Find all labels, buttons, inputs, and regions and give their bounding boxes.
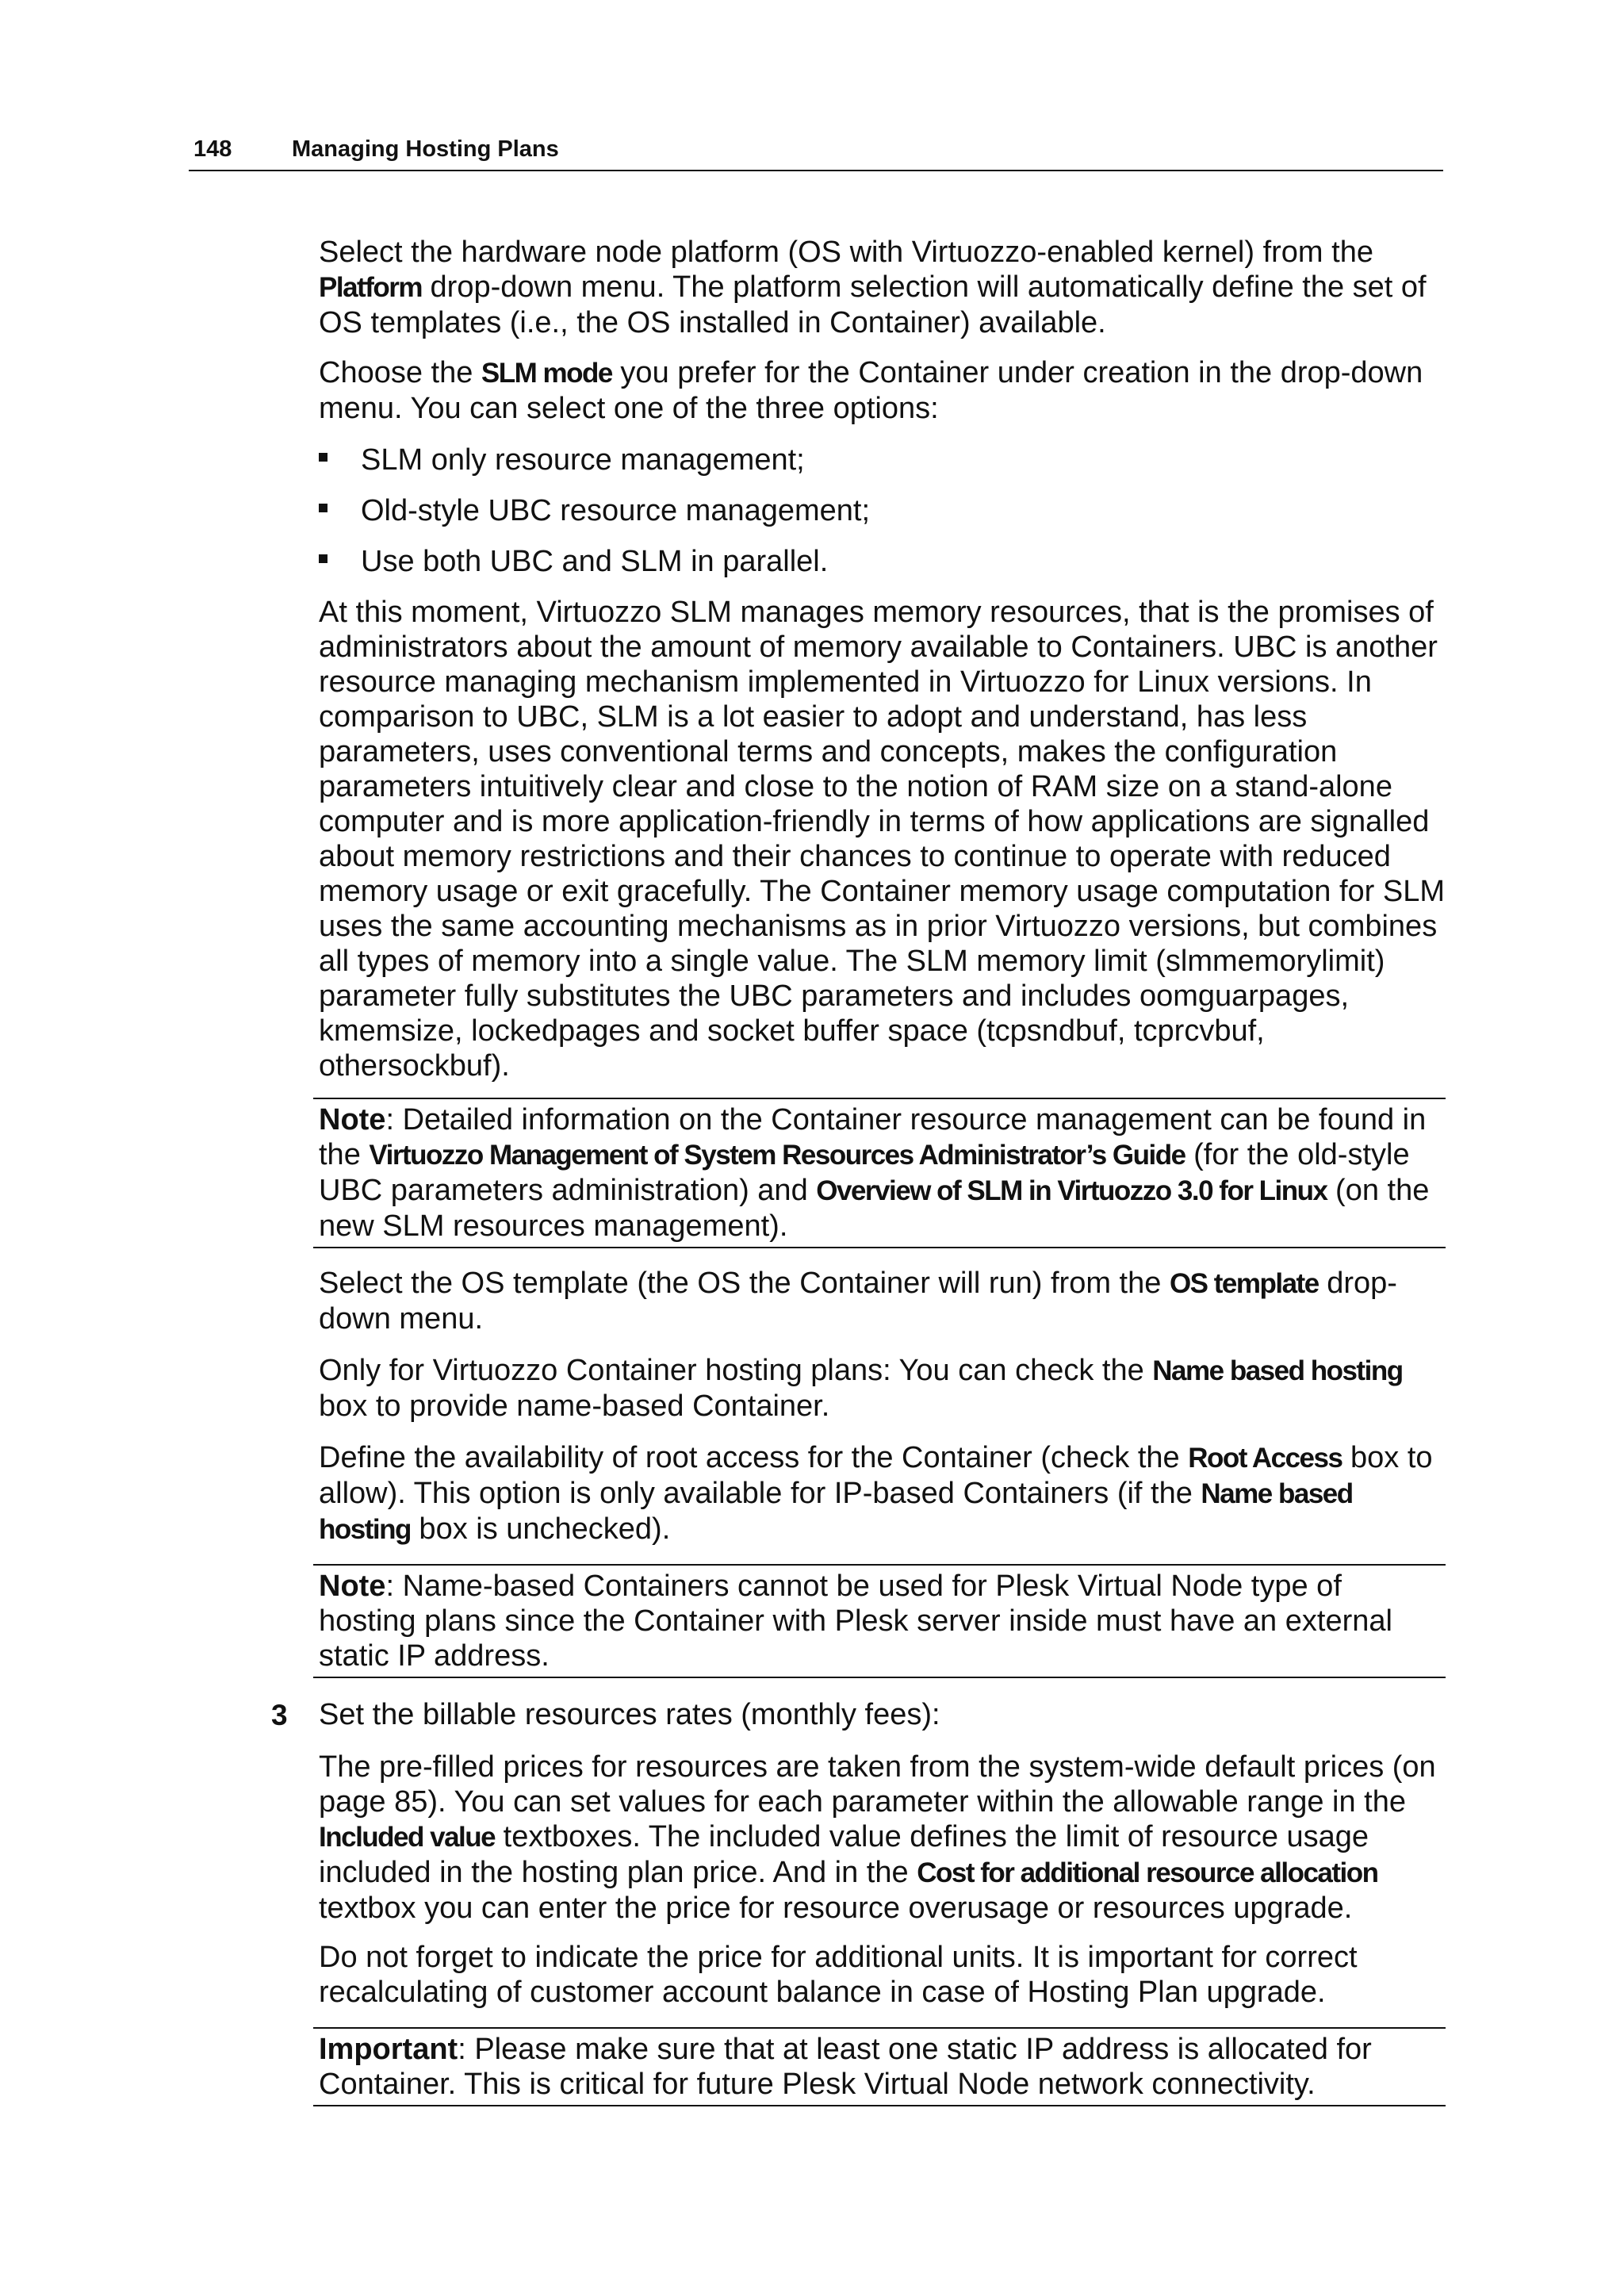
root-access-paragraph: Define the availability of root access for the Container (check the Root Access box to allow). This option is only available for IP-based Containers (if the Name based hosting box is unchecked).	[319, 1441, 1433, 1546]
list-item: Old-style UBC resource management;	[319, 493, 870, 528]
name-based-paragraph: Only for Virtuozzo Container hosting plans: You can check the Name based hosting box to provide name-based Container.	[319, 1354, 1403, 1423]
page-header	[189, 135, 1443, 171]
slm-mode-term: SLM mode	[481, 358, 612, 389]
slm-mode-paragraph: Choose the SLM mode you prefer for the Container under creation in the drop-down menu. You can select one of the three options:	[319, 356, 1423, 425]
bullet-icon	[319, 504, 327, 512]
name-based-term: Name based hosting	[319, 1478, 1353, 1545]
os-template-term: OS template	[1169, 1268, 1319, 1299]
important-label: Important	[319, 2033, 458, 2066]
note-text: Note: Detailed information on the Container resource management can be found in the Virtuozzo Management of System Resources Administrator’s Guide (for the old-style UBC parameters administration) and Overview of SLM in Virtuozzo 3.0 for Linux (on the new SLM resources management).	[319, 1103, 1430, 1243]
note-label: Note	[319, 1570, 386, 1603]
important-box	[313, 2027, 1446, 2106]
list-item: SLM only resource management;	[319, 443, 805, 477]
step-text: Set the billable resources rates (monthly fees):	[319, 1698, 940, 1731]
note-box	[313, 1098, 1446, 1248]
important-text: Important: Please make sure that at least one static IP address is allocated for Container. This is critical for future Plesk Virtual Node network connectivity.	[319, 2033, 1372, 2101]
prices-paragraph: The pre-filled prices for resources are taken from the system-wide default prices (on page 85). You can set values for each parameter within the allowable range in the Included value textboxes. The included value defines the limit of resource usage included in the hosting plan price. And in the Cost for additional resource allocation textbox you can enter the price for resource overusage or resources upgrade.	[319, 1750, 1436, 1925]
note-text: Note: Name-based Containers cannot be used for Plesk Virtual Node type of hosting plans since the Container with Plesk server inside must have an external static IP address.	[319, 1570, 1392, 1673]
included-value-term: Included value	[319, 1822, 496, 1853]
note-label: Note	[319, 1103, 386, 1137]
list-item: Use both UBC and SLM in parallel.	[319, 544, 828, 579]
root-access-term: Root Access	[1188, 1443, 1342, 1474]
os-template-paragraph: Select the OS template (the OS the Container will run) from the OS template drop-down menu.	[319, 1267, 1397, 1336]
running-title: Managing Hosting Plans	[292, 136, 559, 162]
slm-description-paragraph: At this moment, Virtuozzo SLM manages memory resources, that is the promises of administrators about the amount of memory available to Containers. UBC is another resource managing mechanism implemented in Virtuozzo for Linux versions. In comparison to UBC, SLM is a lot easier to adopt and understand, has less parameters, uses conventional terms and concepts, makes the configuration parameters intuitively clear and close to the notion of RAM size on a stand-alone computer and is more application-friendly in terms of how applications are signalled about memory restrictions and their chances to continue to operate with reduced memory usage or exit gracefully. The Container memory usage computation for SLM uses the same accounting mechanisms as in prior Virtuozzo versions, but combines all types of memory into a single value. The SLM memory limit (slmmemorylimit) parameter fully substitutes the UBC parameters and includes oomguarpages, kmemsize, lockedpages and socket buffer space (tcpsndbuf, tcprcvbuf, othersockbuf).	[319, 596, 1446, 1083]
platform-paragraph: Select the hardware node platform (OS with Virtuozzo-enabled kernel) from the Platform drop-down menu. The platform selection will automatically define the set of OS templates (i.e., the OS installed in Container) available.	[319, 236, 1427, 339]
bullet-icon	[319, 554, 327, 563]
note-box	[313, 1564, 1446, 1678]
name-based-term: Name based hosting	[1152, 1355, 1403, 1386]
additional-units-paragraph: Do not forget to indicate the price for additional units. It is important for correct recalculating of customer account balance in case of Hosting Plan upgrade.	[319, 1941, 1358, 2009]
step-number: 3	[271, 1699, 288, 1731]
platform-term: Platform	[319, 272, 422, 303]
slm-overview-title: Overview of SLM in Virtuozzo 3.0 for Linux	[816, 1175, 1327, 1206]
bullet-icon	[319, 453, 327, 462]
admin-guide-title: Virtuozzo Management of System Resources Administrator’s Guide	[369, 1140, 1185, 1171]
page-number: 148	[193, 136, 232, 162]
additional-cost-term: Cost for additional resource allocation	[917, 1857, 1378, 1888]
